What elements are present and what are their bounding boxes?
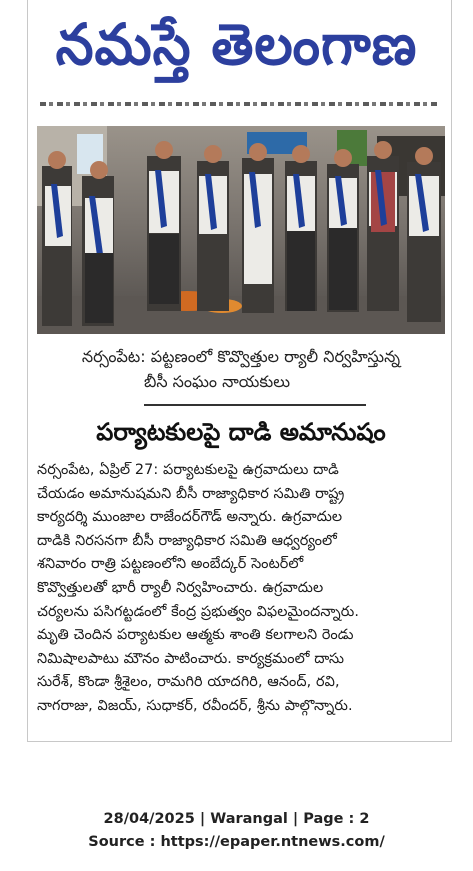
article-line: నాగరాజు, విజయ్, సుధాకర్, రవీందర్, శ్రీను పాల్గొన్నారు. [37, 697, 353, 714]
edition-line: 28/04/2025 | Warangal | Page : 2 [103, 811, 370, 827]
caption-line-1: నర్సంపేట: పట్టణంలో కొవ్వొత్తుల ర్యాలీ నిర్వహిస్తున్న [81, 347, 401, 366]
photo-caption [37, 344, 445, 394]
article-line: చేయడం అమానుషమని బీసీ రాజ్యాధికార సమితి రాష్ట్ర [37, 485, 345, 502]
cropped-text-line [40, 100, 440, 107]
article-line: దాడికి నిరసనగా బీసీ రాజ్యాధికార సమితి ఆధ్వర్యంలో [37, 532, 337, 549]
caption-line-2: బీసీ సంఘం నాయకులు [144, 372, 291, 391]
article-line: శనివారం రాత్రి పట్టణంలోని అంబేద్కర్ సెంటర్‌లో [37, 556, 304, 573]
article-line: కొవ్వొత్తులతో భారీ ర్యాలీ నిర్వహించారు. ఉగ్రవాదుల [37, 579, 324, 596]
candle-rally-photo [37, 126, 445, 334]
article-line: సురేశ్, కొండా శ్రీశైలం, రామగిరి యాదగిరి, ఆనంద్, రవి, [37, 674, 340, 691]
article-line: చర్యలను పసిగట్టడంలో కేంద్ర ప్రభుత్వం విఫలమైందన్నారు. [37, 603, 360, 620]
news-photo [37, 126, 445, 334]
article-line: కార్యదర్శి ముంజాల రాజేందర్‌గౌడ్ అన్నారు. ఉగ్రవాదుల [37, 509, 343, 526]
article-line: నర్సంపేట, ఏప్రిల్ 27: పర్యాటకులపై ఉగ్రవాదులు దాడి [37, 462, 339, 478]
masthead-title: నమస్తే తెలంగాణ [55, 11, 418, 78]
article-headline: పర్యాటకులపై దాడి అమానుషం [96, 418, 386, 446]
edition-footer [0, 808, 473, 854]
caption-underline [144, 404, 366, 406]
source-line: Source : https://epaper.ntnews.com/ [88, 834, 385, 850]
article-line: మృతి చెందిన పర్యాటకుల ఆత్మకు శాంతి కలగాలని రెండు [37, 627, 354, 644]
article-line: నిమిషాలపాటు మౌనం పాటించారు. కార్యక్రమంలో దాసు [37, 650, 345, 667]
newspaper-masthead [0, 0, 473, 90]
article-body [37, 459, 445, 719]
